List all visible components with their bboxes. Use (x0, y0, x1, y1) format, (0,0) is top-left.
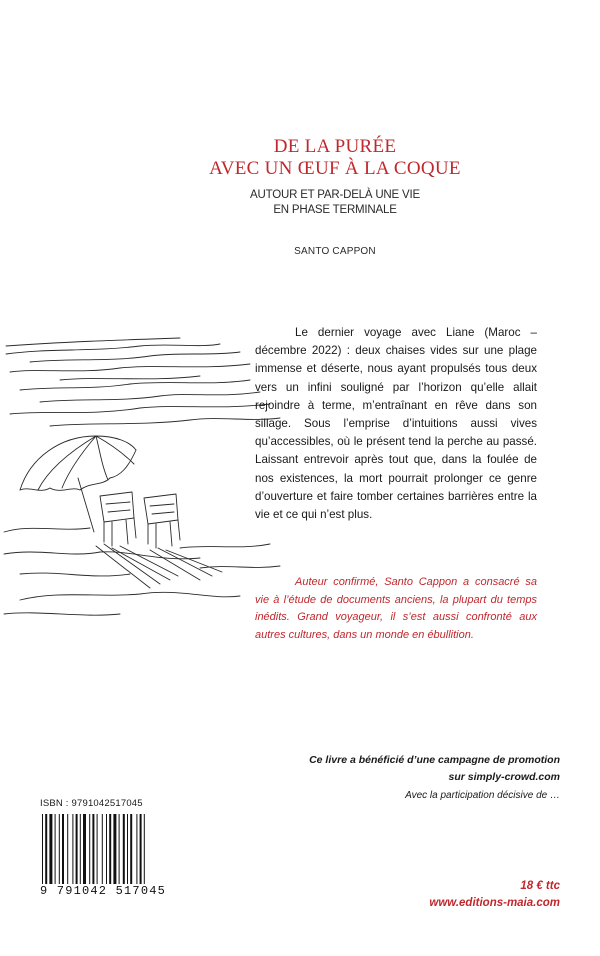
subtitle-line-1: AUTOUR ET PAR-DELÀ UNE VIE (250, 189, 420, 201)
author-name: SANTO CAPPON (294, 246, 376, 257)
subtitle-line-2: EN PHASE TERMINALE (273, 204, 397, 216)
isbn-label: ISBN : 9791042517045 (40, 798, 143, 809)
summary-paragraph: Le dernier voyage avec Liane (Maroc – décembre 2022) : deux chaises vides sur une plage immense et déserte, nous ayant propulsés tous deux vers un infini souligné par l’horizon qu’elle allait rejoindre à terme, m’entraînant en rêve dans son sillage. Sous l’emprise d’intuitions aussi vives qu’accessibles, où le présent tend la perche au passé. Laissant entrevoir après tout que, dans la foulée de nos existences, la mort pourrait prolonger ce genre d’ouverture et faire tomber certaines barrières entre la vie et ce qui n’est plus. (255, 326, 537, 522)
promo-note (240, 752, 560, 786)
title-line-2: AVEC UN ŒUF À LA COQUE (209, 158, 461, 179)
barcode-icon (40, 814, 180, 884)
price: 18 € ttc (520, 880, 560, 892)
promo-line-1: Ce livre a bénéficié d’une campagne de promotion (309, 754, 560, 766)
promo-line-2: sur simply-crowd.com (448, 771, 560, 783)
author-bio: Auteur confirmé, Santo Cappon a consacré sa vie à l’étude de documents anciens, la plupart du temps inédits. Grand voyageur, il s’est aussi confronté aux autres cultures, dans un monde en ébullition. (255, 576, 537, 641)
participation-note: Avec la participation décisive de … (405, 790, 560, 801)
barcode-digits: 9 791042 517045 (40, 884, 167, 898)
publisher-website[interactable]: www.editions-maia.com (429, 897, 560, 909)
book-title (170, 136, 500, 180)
title-line-1: DE LA PURÉE (273, 136, 397, 157)
beach-chairs-umbrella-drawing-icon (0, 318, 290, 628)
summary-text (255, 324, 537, 524)
book-subtitle (190, 188, 480, 218)
